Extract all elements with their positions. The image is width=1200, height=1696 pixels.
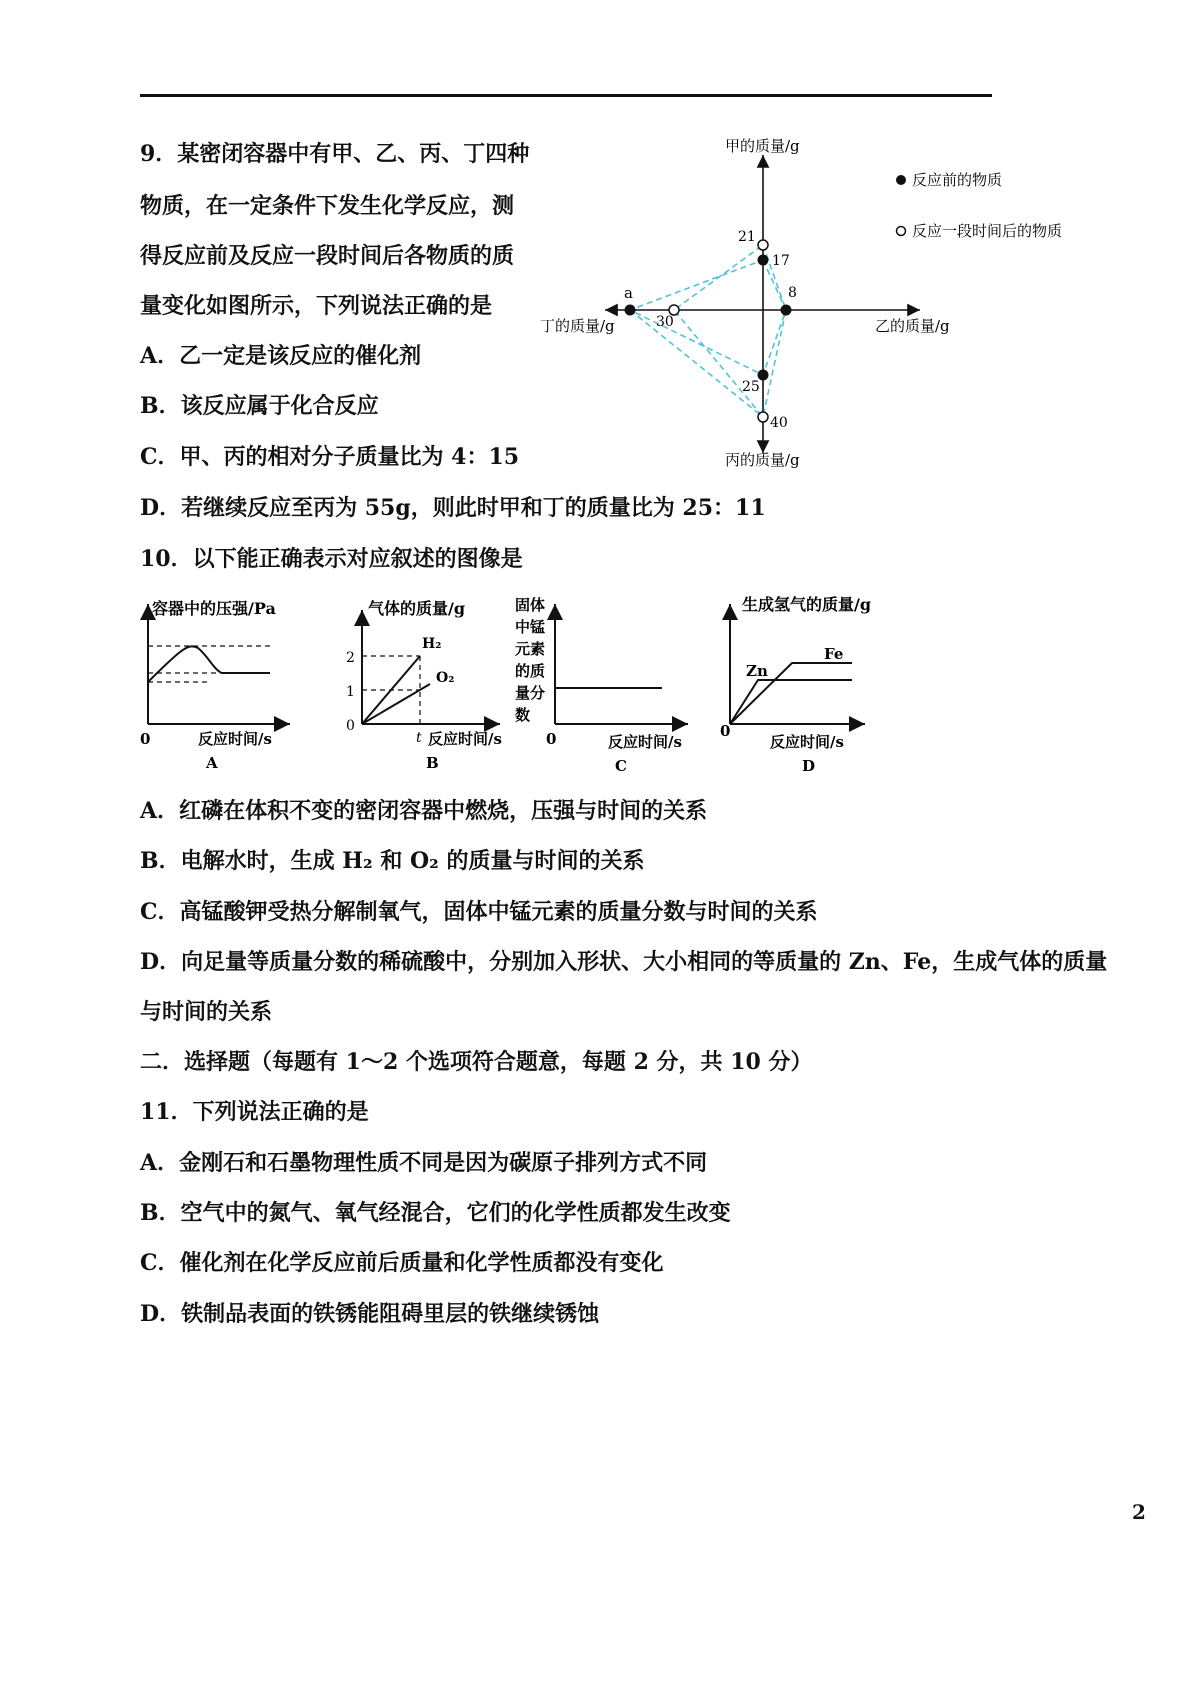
legend-before-label: 反应前的物质	[912, 171, 1003, 189]
graph-a-curve	[148, 646, 270, 682]
graph-a-caption: A	[206, 754, 218, 772]
graph-a-origin: 0	[140, 730, 151, 748]
q11-option-d: D．铁制品表面的铁锈能阻碍里层的铁继续锈蚀	[140, 1301, 600, 1327]
graph-c-ylabel-3: 元素	[515, 640, 546, 658]
graph-c-origin: 0	[546, 730, 557, 748]
graph-d-caption: D	[802, 757, 816, 775]
graph-b	[346, 599, 502, 772]
q9-option-c: C．甲、丙的相对分子质量比为 4：15	[140, 444, 520, 470]
graph-c-ylabel-6: 数	[515, 706, 531, 724]
q10-graphs	[130, 590, 1030, 780]
graph-b-xlabel: 反应时间/s	[428, 730, 502, 748]
dash-link	[630, 310, 763, 417]
graph-c-ylabel-2: 中锰	[515, 618, 546, 636]
graph-c-xlabel: 反应时间/s	[608, 733, 682, 751]
graph-c-ylabel-1: 固体	[515, 596, 546, 614]
axis-label-yi: 乙的质量/g	[875, 317, 950, 335]
page-number: 2	[1132, 1500, 1146, 1524]
q10-option-a: A．红磷在体积不变的密闭容器中燃烧，压强与时间的关系	[140, 798, 708, 824]
q9-option-b: B．该反应属于化合反应	[140, 393, 379, 419]
graph-b-tick-t: t	[416, 730, 422, 746]
graph-a	[140, 599, 290, 772]
q9-stem-line-1: 9．某密闭容器中有甲、乙、丙、丁四种	[140, 141, 530, 167]
q11-stem: 11．下列说法正确的是	[140, 1099, 369, 1125]
q9-stem-line-4: 量变化如图所示，下列说法正确的是	[140, 293, 493, 319]
graph-d-fe-label: Fe	[824, 645, 844, 663]
graph-b-caption: B	[426, 754, 439, 772]
q9-option-a: A．乙一定是该反应的催化剂	[140, 343, 422, 369]
graph-b-tick-1: 1	[346, 684, 355, 700]
label-40: 40	[770, 415, 788, 431]
q9-stem-line-2: 物质，在一定条件下发生化学反应，测	[140, 193, 515, 219]
legend-before-dot	[896, 175, 906, 185]
graph-d-origin: 0	[720, 722, 731, 740]
q11-option-b: B．空气中的氮气、氧气经混合，它们的化学性质都发生改变	[140, 1200, 731, 1226]
graph-d-zn-line	[730, 680, 852, 724]
section-2-heading: 二．选择题（每题有 1～2 个选项符合题意，每题 2 分，共 10 分）	[140, 1049, 813, 1075]
graph-b-tick-2: 2	[346, 650, 355, 666]
graph-b-origin: 0	[346, 718, 355, 734]
q10-option-c: C．高锰酸钾受热分解制氧气，固体中锰元素的质量分数与时间的关系	[140, 899, 818, 925]
graph-b-h2-label: H₂	[422, 636, 442, 652]
point-jia-before	[758, 255, 769, 266]
axis-label-ding: 丁的质量/g	[540, 317, 615, 335]
graph-b-o2-label: O₂	[436, 670, 455, 686]
label-17: 17	[772, 253, 790, 269]
legend-after-label: 反应一段时间后的物质	[912, 222, 1063, 240]
graph-a-ylabel: 容器中的压强/Pa	[152, 599, 276, 618]
q10-option-d-line-2: 与时间的关系	[140, 999, 273, 1025]
point-yi	[781, 305, 792, 316]
q10-option-b: B．电解水时，生成 H₂ 和 O₂ 的质量与时间的关系	[140, 848, 645, 874]
point-jia-after	[758, 240, 768, 250]
graph-c-ylabel-4: 的质	[515, 662, 546, 680]
axis-label-jia: 甲的质量/g	[725, 137, 800, 155]
label-8: 8	[788, 285, 797, 301]
axis-label-bing: 丙的质量/g	[725, 451, 800, 469]
point-bing-after	[758, 412, 768, 422]
q9-option-d: D．若继续反应至丙为 55g，则此时甲和丁的质量比为 25：11	[140, 495, 766, 521]
graph-d-zn-label: Zn	[746, 662, 768, 680]
header-rule	[140, 94, 992, 97]
graph-c-ylabel-5: 量分	[515, 684, 546, 702]
graph-c	[515, 596, 688, 775]
q11-option-a: A．金刚石和石墨物理性质不同是因为碳原子排列方式不同	[140, 1150, 708, 1176]
label-a: a	[624, 284, 633, 302]
graph-d-ylabel: 生成氢气的质量/g	[742, 595, 872, 614]
graph-d	[720, 595, 871, 775]
label-25: 25	[742, 379, 760, 395]
q11-option-c: C．催化剂在化学反应前后质量和化学性质都没有变化	[140, 1250, 664, 1276]
q9-mass-diagram	[540, 135, 1100, 475]
point-ding-before	[625, 305, 636, 316]
after-quadrilateral	[674, 245, 786, 417]
label-21: 21	[738, 229, 756, 245]
q9-stem-line-3: 得反应前及反应一段时间后各物质的质	[140, 243, 515, 269]
graph-a-xlabel: 反应时间/s	[198, 730, 272, 748]
graph-b-ylabel: 气体的质量/g	[368, 599, 466, 618]
graph-c-caption: C	[615, 757, 627, 775]
legend-after-dot	[897, 227, 906, 236]
graph-d-xlabel: 反应时间/s	[770, 733, 844, 751]
q10-stem: 10．以下能正确表示对应叙述的图像是	[140, 546, 523, 572]
q10-option-d-line-1: D．向足量等质量分数的稀硫酸中，分别加入形状、大小相同的等质量的 Zn、Fe，生成气体的质量	[140, 949, 1108, 975]
label-30: 30	[656, 314, 674, 330]
